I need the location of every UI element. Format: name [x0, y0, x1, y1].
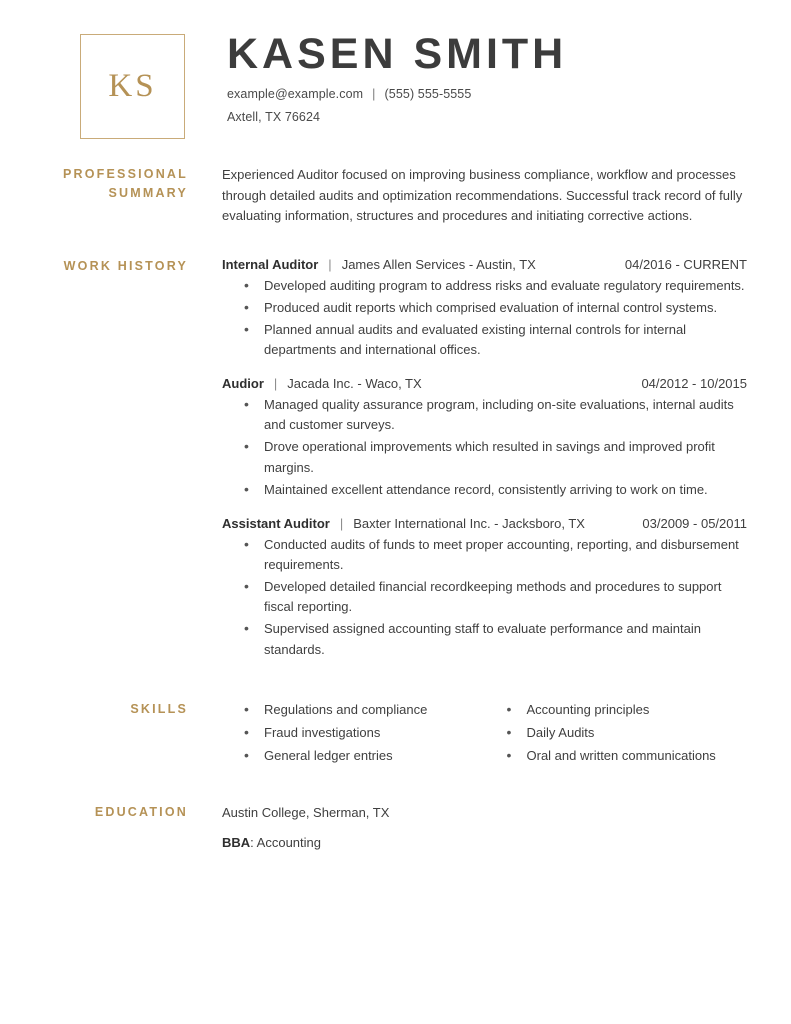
list-item: • Produced audit reports which comprised evaluation of internal control systems. — [262, 298, 747, 318]
job-bullets — [222, 276, 747, 361]
job-header — [222, 516, 747, 531]
list-item: • Planned annual audits and evaluated existing internal controls for internal departments and international offices. — [262, 320, 747, 360]
job-dates: 03/2009 - 05/2011 — [642, 515, 747, 531]
list-item: • General ledger entries — [262, 746, 485, 766]
job-separator: | — [339, 515, 344, 531]
phone-text: (555) 555-5555 — [384, 87, 472, 102]
summary-body — [222, 165, 749, 227]
list-item: • Drove operational improvements which resulted in savings and improved profit margins. — [262, 437, 747, 477]
job-company: James Allen Services - Austin, TX — [341, 256, 536, 272]
education-degree: BBA — [222, 834, 251, 850]
section-label-skills: SKILLS — [130, 701, 188, 716]
list-item: • Fraud investigations — [262, 723, 485, 743]
skills-list-left — [222, 700, 485, 766]
list-item: • Daily Audits — [525, 723, 748, 743]
job-bullets — [222, 395, 747, 500]
job-title: Internal Auditor — [222, 256, 319, 272]
list-item: • Accounting principles — [525, 700, 748, 720]
section-education — [0, 803, 791, 863]
summary-label-line2: SUMMARY — [108, 186, 188, 201]
job-header — [222, 257, 747, 272]
job-separator: | — [273, 376, 278, 392]
education-school: Austin College, Sherman, TX — [222, 805, 390, 821]
page-title: KASEN SMITH — [227, 30, 568, 78]
monogram-initials: KS — [108, 68, 157, 104]
email-text: example@example.com — [227, 87, 364, 102]
job-entry — [222, 257, 747, 361]
list-item: • Supervised assigned accounting staff to evaluate performance and maintain standards. — [262, 619, 747, 659]
job-company: Baxter International Inc. - Jacksboro, TX — [353, 515, 585, 531]
job-title: Audior — [222, 376, 264, 392]
skills-column-left — [222, 700, 485, 769]
section-label-education: EDUCATION — [94, 805, 188, 820]
section-skills — [0, 700, 791, 769]
contact-separator: | — [372, 87, 376, 102]
list-item: • Conducted audits of funds to meet proper accounting, reporting, and disbursement requirements. — [262, 535, 747, 575]
monogram-box — [80, 34, 185, 139]
education-body — [222, 803, 749, 863]
job-bullets — [222, 535, 747, 660]
section-label-work-history: WORK HISTORY — [63, 258, 188, 273]
skills-body — [222, 700, 749, 769]
section-label-summary — [42, 165, 222, 227]
address-text: Axtell, TX 76624 — [227, 110, 321, 125]
job-separator: | — [328, 256, 332, 272]
list-item: • Developed auditing program to address risks and evaluate regulatory requirements. — [262, 276, 747, 296]
section-work-history — [0, 257, 791, 662]
job-header — [222, 376, 747, 391]
list-item: • Regulations and compliance — [262, 700, 485, 720]
job-entry — [222, 516, 747, 660]
list-item: • Oral and written communications — [525, 746, 748, 766]
section-professional-summary — [0, 165, 791, 227]
education-degree-field: : Accounting — [250, 834, 321, 850]
job-entry — [222, 376, 747, 500]
job-company: Jacada Inc. - Waco, TX — [287, 376, 422, 392]
skills-list-right — [485, 700, 748, 766]
list-item: • Managed quality assurance program, including on-site evaluations, internal audits and customer surveys. — [262, 395, 747, 435]
header-details — [185, 30, 749, 124]
skills-columns — [222, 700, 747, 769]
work-history-body — [222, 257, 749, 662]
education-degree-line — [222, 833, 747, 854]
list-item: • Developed detailed financial recordkeeping methods and procedures to support fiscal reporting. — [262, 577, 747, 617]
job-dates: 04/2016 - CURRENT — [624, 256, 747, 272]
resume-header — [0, 0, 791, 139]
summary-text: Experienced Auditor focused on improving business compliance, workflow and processes through detailed audits and optimization recommendations. Successful track record of fully evaluating information, structures and procedures and initiating corrective actions. — [222, 167, 743, 224]
contact-primary — [227, 87, 749, 101]
list-item: • Maintained excellent attendance record, consistently arriving to work on time. — [262, 480, 747, 500]
summary-label-line1: PROFESSIONAL — [62, 167, 188, 181]
job-title: Assistant Auditor — [222, 515, 330, 531]
skills-column-right — [485, 700, 748, 769]
job-dates: 04/2012 - 10/2015 — [641, 376, 747, 392]
